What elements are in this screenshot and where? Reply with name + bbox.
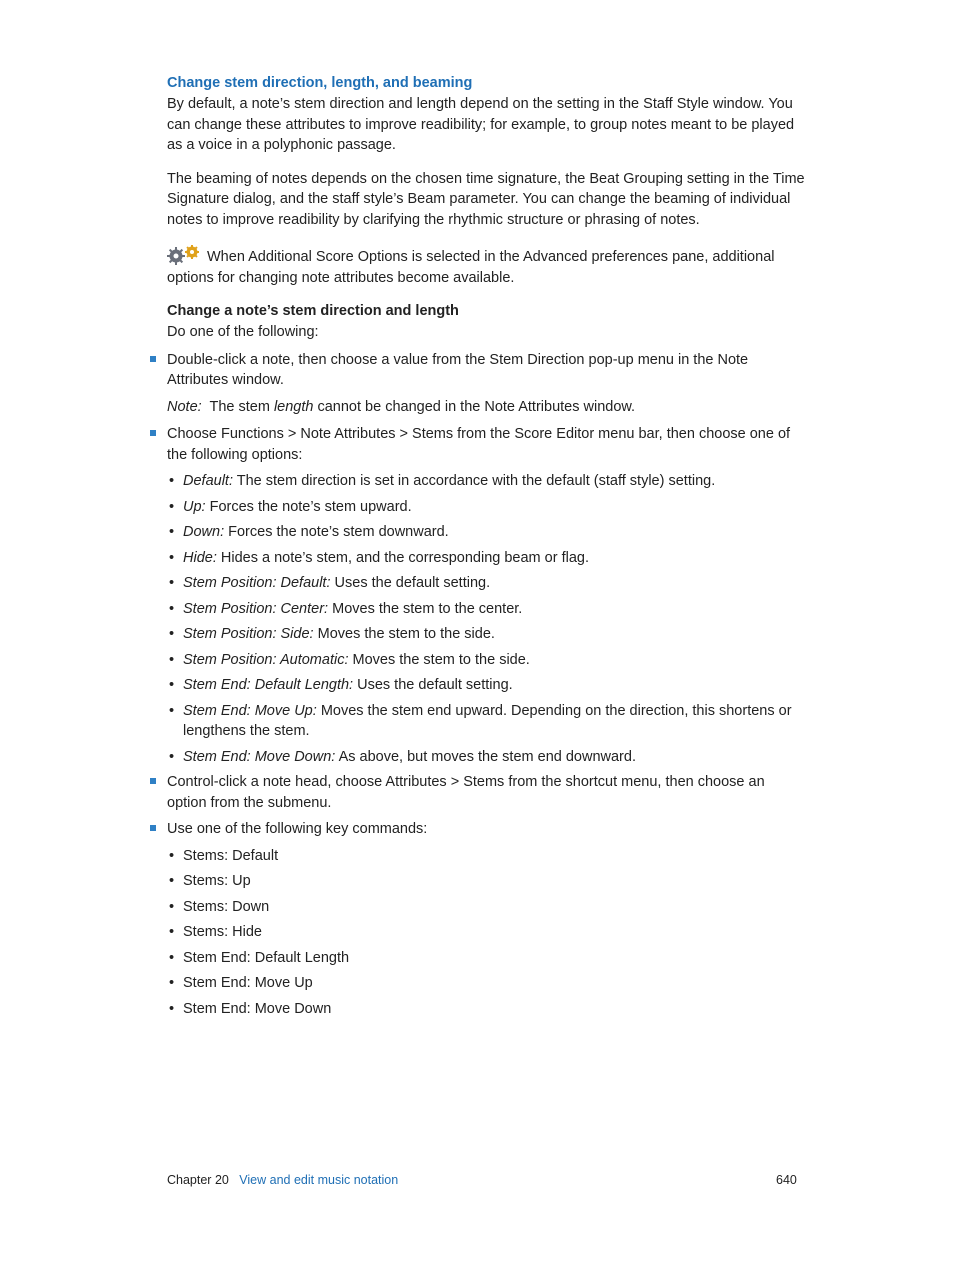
section-heading: Change stem direction, length, and beaming — [167, 75, 473, 91]
option-term: Up: — [183, 498, 206, 515]
note-post: cannot be changed in the Note Attributes window. — [317, 398, 636, 415]
key-command-item — [169, 922, 807, 943]
option-desc: Uses the default setting. — [334, 575, 491, 591]
option-desc: Forces the note’s stem downward. — [228, 524, 449, 540]
key-command-text: Stems: Hide — [183, 924, 262, 940]
bullet-dot-icon: • — [169, 1000, 175, 1017]
option-item — [169, 573, 807, 594]
option-term: Default: — [183, 473, 233, 489]
bullet-text: Double-click a note, then choose a value from the Stem Direction pop-up menu in the Note Attributes window. — [167, 351, 749, 388]
option-desc: Moves the stem to the side. — [352, 651, 530, 668]
key-command-text: Stems: Up — [183, 873, 251, 889]
option-desc: The stem direction is set in accordance with the default (staff style) setting. — [236, 473, 716, 489]
option-term: Stem Position: Automatic: — [183, 651, 349, 668]
key-command-text: Stem End: Move Up — [183, 975, 313, 991]
option-desc: Uses the default setting. — [357, 677, 513, 693]
option-item — [169, 701, 807, 742]
option-item — [169, 675, 807, 696]
key-command-item — [169, 846, 807, 867]
bullet-dot-icon: • — [169, 898, 175, 915]
option-item — [169, 599, 807, 620]
chapter-label: Chapter 20 — [167, 1173, 229, 1187]
option-term: Stem End: Move Down: — [183, 748, 336, 765]
option-item — [169, 471, 807, 492]
square-bullet-icon — [150, 356, 156, 362]
option-term: Stem Position: Default: — [183, 575, 331, 591]
square-bullet-icon — [150, 430, 156, 436]
option-term: Hide: — [183, 549, 217, 566]
key-command-item — [169, 999, 807, 1020]
bullet-dot-icon: • — [169, 873, 175, 889]
bullet-dot-icon: • — [169, 626, 175, 642]
option-desc: Forces the note’s stem upward. — [209, 498, 412, 515]
bullet-dot-icon: • — [169, 600, 175, 617]
note-label: Note: — [167, 398, 202, 415]
key-command-item — [169, 897, 807, 918]
square-bullet-icon — [150, 778, 156, 784]
key-command-item — [169, 871, 807, 892]
key-commands-list — [167, 846, 807, 1020]
bullet-text: Control-click a note head, choose Attributes > Stems from the shortcut menu, then choose an option from the submenu. — [167, 774, 765, 811]
bullet-dot-icon: • — [169, 524, 175, 540]
option-desc: Moves the stem to the side. — [317, 626, 495, 642]
bullet-dot-icon: • — [169, 748, 175, 765]
tip-paragraph — [167, 245, 807, 288]
chapter-title-link[interactable]: View and edit music notation — [239, 1173, 399, 1187]
list-item — [167, 350, 807, 391]
option-item — [169, 522, 807, 543]
key-command-item — [169, 948, 807, 969]
bullet-dot-icon: • — [169, 473, 175, 489]
option-term: Down: — [183, 524, 225, 540]
option-item — [169, 624, 807, 645]
page-number: 640 — [776, 1173, 797, 1187]
bullet-dot-icon: • — [169, 677, 175, 693]
note-paragraph — [167, 397, 807, 418]
bullet-dot-icon: • — [169, 498, 175, 515]
note-pre: The stem — [209, 398, 270, 415]
intro-paragraph: By default, a note’s stem direction and length depend on the setting in the Staff Style window. You can change these attributes to improve readibility; for example, to group notes meant to be played as a voice in a polyphonic passage. — [167, 96, 795, 153]
key-command-text: Stem End: Move Down — [183, 1000, 332, 1017]
key-command-text: Stems: Default — [183, 847, 279, 864]
note-italic: length — [273, 398, 314, 415]
task-heading: Change a note’s stem direction and length — [167, 303, 459, 319]
beaming-paragraph: The beaming of notes depends on the chosen time signature, the Beat Grouping setting in the Time Signature dialog, and the staff style’s Beam parameter. You can change the beaming of individual notes to improve readibility by clarifying the rhythmic structure or phrasing of notes. — [167, 170, 805, 228]
bullet-dot-icon: • — [169, 702, 175, 719]
option-term: Stem Position: Center: — [183, 600, 329, 617]
bullet-dot-icon: • — [169, 575, 175, 591]
list-item — [167, 424, 807, 465]
option-item — [169, 650, 807, 671]
bullet-dot-icon: • — [169, 924, 175, 940]
option-desc: As above, but moves the stem end downward. — [338, 748, 636, 765]
option-item — [169, 497, 807, 518]
key-command-item — [169, 973, 807, 994]
option-item — [169, 747, 807, 768]
list-item — [167, 772, 807, 813]
option-term: Stem End: Move Up: — [183, 702, 317, 719]
bullet-dot-icon: • — [169, 975, 175, 991]
task-instruction: Do one of the following: — [167, 324, 319, 340]
option-term: Stem End: Default Length: — [183, 677, 354, 693]
bullet-dot-icon: • — [169, 847, 175, 864]
square-bullet-icon — [150, 825, 156, 831]
key-command-text: Stems: Down — [183, 898, 270, 915]
bullet-text: Use one of the following key commands: — [167, 821, 428, 837]
footer-chapter — [167, 1173, 398, 1187]
option-desc: Hides a note’s stem, and the corresponding beam or flag. — [220, 549, 589, 566]
advanced-options-gears-icon — [167, 245, 201, 265]
bullet-dot-icon: • — [169, 549, 175, 566]
option-desc: Moves the stem to the center. — [332, 600, 523, 617]
stem-options-list — [167, 471, 807, 767]
key-command-text: Stem End: Default Length — [183, 949, 350, 966]
bullet-text: Choose Functions > Note Attributes > Stems from the Score Editor menu bar, then choose one of the following options: — [167, 426, 791, 463]
option-item — [169, 548, 807, 569]
page-body — [167, 73, 807, 1024]
list-item — [167, 819, 807, 840]
tip-text: When Additional Score Options is selected in the Advanced preferences pane, additional options for changing note attributes become available. — [167, 249, 775, 286]
bullet-dot-icon: • — [169, 949, 175, 966]
option-term: Stem Position: Side: — [183, 626, 314, 642]
option-desc: Moves the stem end upward. Depending on the direction, this shortens or lengthens the stem. — [183, 702, 792, 739]
bullet-dot-icon: • — [169, 651, 175, 668]
